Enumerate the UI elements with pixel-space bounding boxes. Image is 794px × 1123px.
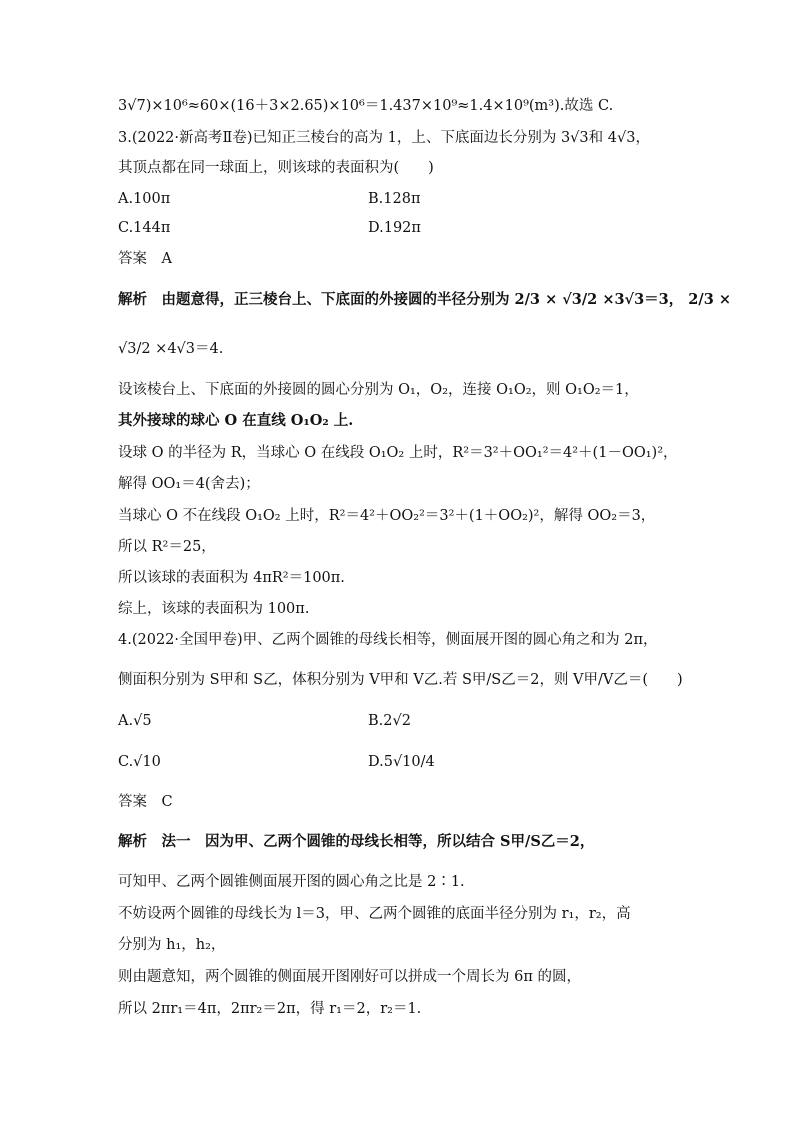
option-d: D.5√10/4 <box>368 754 435 770</box>
answer-line: 答案 A <box>118 251 172 267</box>
text-line: 不妨设两个圆锥的母线长为 l＝3，甲、乙两个圆锥的底面半径分别为 r₁，r₂，高 <box>118 906 631 922</box>
text-line: 3√7)×10⁶≈60×(16＋3×2.65)×10⁶＝1.437×10⁹≈1.4×10⁹(m³).故选 C. <box>118 98 614 114</box>
text-line: 所以 R²＝25， <box>118 539 216 555</box>
text-line: 分别为 h₁，h₂， <box>118 937 226 953</box>
text-line: 综上，该球的表面积为 100π. <box>118 601 310 617</box>
option-d: D.192π <box>368 220 421 236</box>
text-line: 所以 2πr₁＝4π，2πr₂＝2π，得 r₁＝2，r₂＝1. <box>118 1001 422 1017</box>
question-4-stem: 4.(2022·全国甲卷)甲、乙两个圆锥的母线长相等，侧面展开图的圆心角之和为 2π， <box>118 632 658 648</box>
text-line: √3/2 ×4√3＝4. <box>118 341 224 357</box>
text-line: 解得 OO₁＝4(舍去)； <box>118 476 260 492</box>
solution-line: 解析 法一 因为甲、乙两个圆锥的母线长相等，所以结合 S甲/S乙＝2， <box>118 833 595 850</box>
text-line: 侧面积分别为 S甲和 S乙，体积分别为 V甲和 V乙.若 S甲/S乙＝2，则 V甲/V乙＝( ) <box>118 672 683 688</box>
text-line: 则由题意知，两个圆锥的侧面展开图刚好可以拼成一个周长为 6π 的圆， <box>118 969 581 985</box>
answer-line: 答案 C <box>118 794 173 810</box>
option-c: C.144π <box>118 220 171 236</box>
text-line: 设该棱台上、下底面的外接圆的圆心分别为 O₁，O₂，连接 O₁O₂，则 O₁O₂＝1， <box>118 382 639 398</box>
text-line: 所以该球的表面积为 4πR²＝100π. <box>118 570 345 586</box>
option-a: A.100π <box>118 191 171 207</box>
option-b: B.128π <box>368 191 421 207</box>
option-a: A.√5 <box>118 713 152 729</box>
option-b: B.2√2 <box>368 713 411 729</box>
text-line: 其顶点都在同一球面上，则该球的表面积为( ) <box>118 160 434 176</box>
text-line: 设球 O 的半径为 R，当球心 O 在线段 O₁O₂ 上时，R²＝3²＋OO₁²＝4²＋(1－OO₁)²， <box>118 445 678 461</box>
text-line: 其外接球的球心 O 在直线 O₁O₂ 上. <box>118 412 354 429</box>
option-c: C.√10 <box>118 754 161 770</box>
solution-line: 解析 由题意得，正三棱台上、下底面的外接圆的半径分别为 2/3 × √3/2 ×3√3＝3， 2/3 × <box>118 291 731 308</box>
text-line: 当球心 O 不在线段 O₁O₂ 上时，R²＝4²＋OO₂²＝3²＋(1＋OO₂)²，解得 OO₂＝3， <box>118 508 656 524</box>
text-line: 可知甲、乙两个圆锥侧面展开图的圆心角之比是 2∶1. <box>118 874 465 890</box>
question-3-stem: 3.(2022·新高考Ⅱ卷)已知正三棱台的高为 1，上、下底面边长分别为 3√3和 4√3， <box>118 130 650 146</box>
